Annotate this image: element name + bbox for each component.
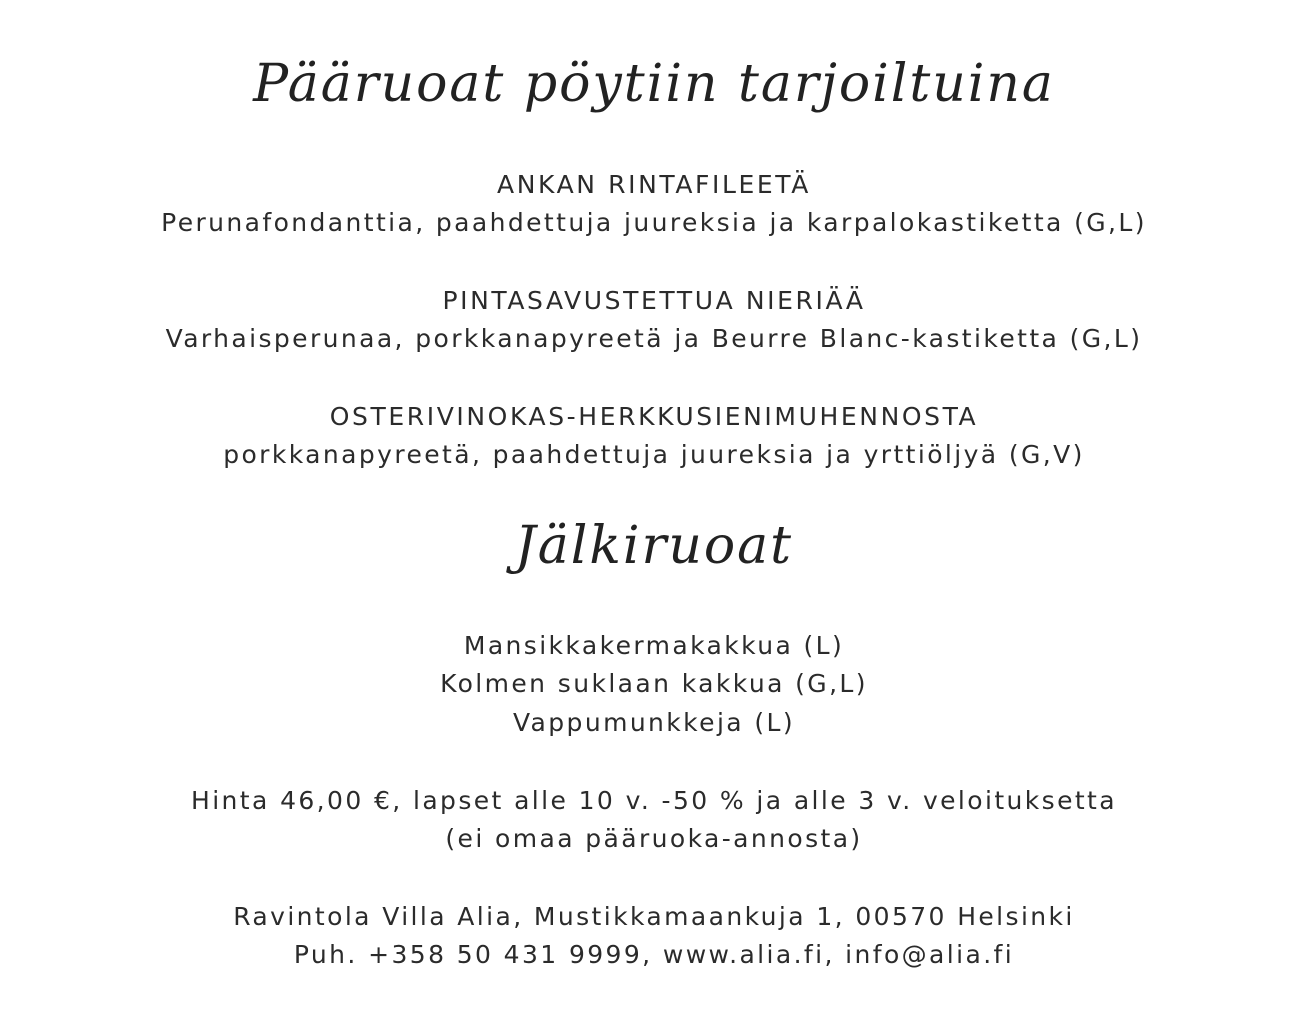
- main-course-name-1: ANKAN RINTAFILEETÄ: [497, 170, 811, 199]
- mains-heading: Pääruoat pöytiin tarjoiltuina: [253, 54, 1055, 114]
- price-note: (ei omaa pääruoka-annosta): [445, 824, 863, 853]
- price-line: Hinta 46,00 €, lapset alle 10 v. -50 % ja alle 3 v. veloituksetta: [191, 786, 1117, 815]
- restaurant-address: Ravintola Villa Alia, Mustikkamaankuja 1, 00570 Helsinki: [233, 902, 1075, 931]
- main-course-description-2: Varhaisperunaa, porkkanapyreetä ja Beurre Blanc-kastiketta (G,L): [165, 324, 1143, 353]
- main-course-description-1: Perunafondanttia, paahdettuja juureksia ja karpalokastiketta (G,L): [161, 208, 1147, 237]
- dessert-item-2: Kolmen suklaan kakkua (G,L): [440, 669, 868, 698]
- main-course-description-3: porkkanapyreetä, paahdettuja juureksia ja yrttiöljyä (G,V): [223, 440, 1085, 469]
- dessert-item-1: Mansikkakermakakkua (L): [463, 631, 845, 660]
- desserts-heading: Jälkiruoat: [514, 516, 794, 576]
- dessert-item-3: Vappumunkkeja (L): [513, 708, 795, 737]
- contact-details: Puh. +358 50 431 9999, www.alia.fi, info@alia.fi: [293, 940, 1015, 969]
- main-course-name-2: PINTASAVUSTETTUA NIERIÄÄ: [442, 286, 866, 315]
- main-course-name-3: OSTERIVINOKAS-HERKKUSIENIMUHENNOSTA: [329, 402, 979, 431]
